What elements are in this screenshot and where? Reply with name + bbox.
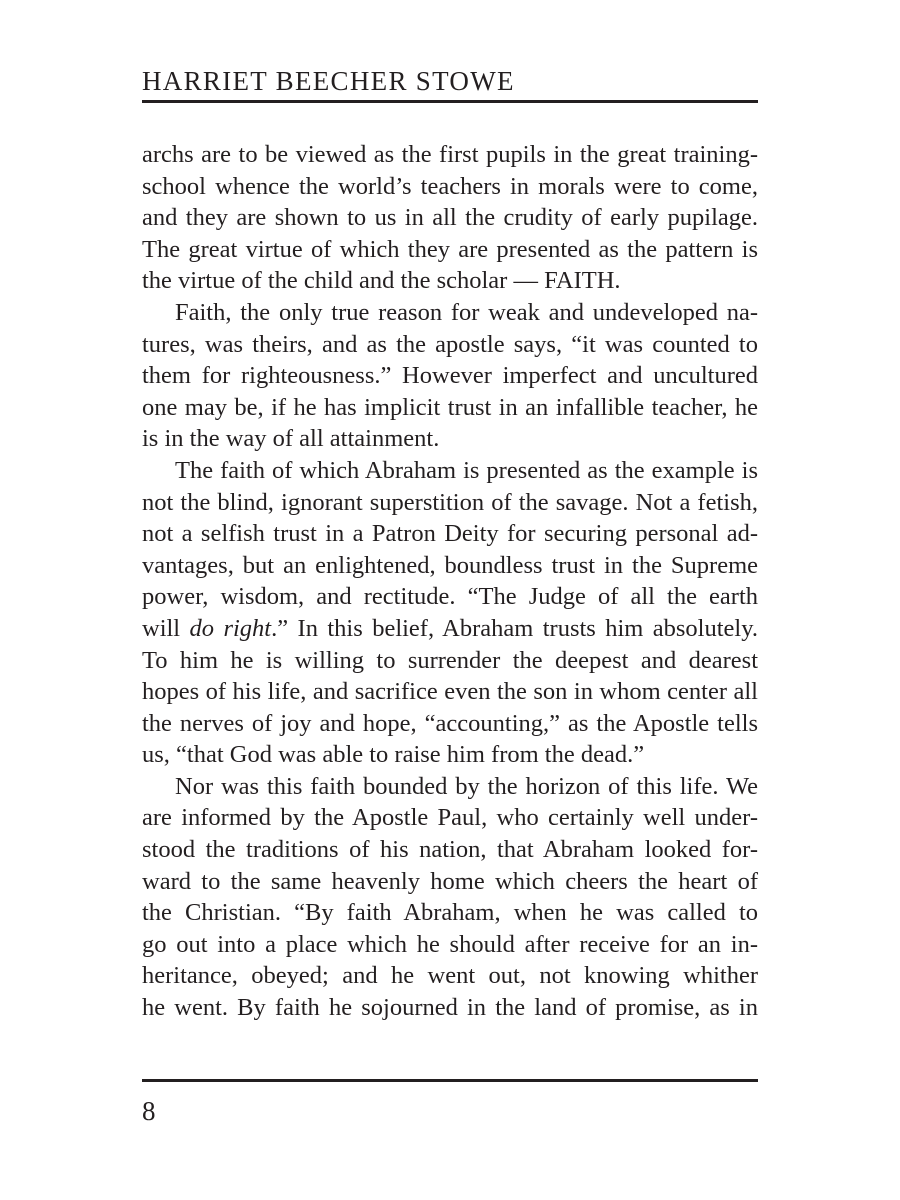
text-line: the Christian. “By faith Abraham, when he was called to [142,899,758,927]
line-after-italic: .” [271,614,289,642]
text-line: heritance, obeyed; and he went out, not knowing whither [142,962,758,990]
text-line: school whence the world’s teachers in morals were to come, [142,172,758,200]
text-line: he went. By faith he sojourned in the land of promise, as in [142,994,758,1022]
text-line: tures, was theirs, and as the apostle says, “it was counted to [142,330,758,358]
text-line: us, “that God was able to raise him from the dead.” [142,741,645,769]
paragraph-start-line: The faith of which Abraham is presented as the example is [175,456,758,484]
text-line: them for righteousness.” However imperfect and uncultured [142,362,758,390]
text-line: not a selfish trust in a Patron Deity for securing personal ad- [142,520,758,548]
text-line: go out into a place which he should after receive for an in- [142,930,758,958]
text-line: the nerves of joy and hope, “accounting,” as the Apostle tells [142,709,758,737]
text-line: ward to the same heavenly home which cheers the heart of [142,867,758,895]
paragraph-start-line: Faith, the only true reason for weak and undeveloped na- [175,298,758,326]
page-number: 8 [142,1096,156,1126]
line-prefix: will [142,614,181,642]
text-line-with-italic [142,613,758,645]
italic-phrase: do right [189,614,272,642]
paragraph-start-line: Nor was this faith bounded by the horizon of this life. We [175,772,758,800]
line-suffix: In this belief, Abraham trusts him absolutely. [297,614,759,642]
text-line: The great virtue of which they are presented as the pattern is [142,235,758,263]
text-line: hopes of his life, and sacrifice even the son in whom center all [142,678,758,706]
text-line: one may be, if he has implicit trust in an infallible teacher, he [142,393,758,421]
text-line: power, wisdom, and rectitude. “The Judge of all the earth [142,583,758,611]
text-line: stood the traditions of his nation, that Abraham looked for- [142,836,758,864]
text-line: not the blind, ignorant superstition of the savage. Not a fetish, [142,488,758,516]
text-line: and they are shown to us in all the crudity of early pupilage. [142,204,758,232]
text-line: is in the way of all attainment. [142,425,440,453]
text-line: archs are to be viewed as the first pupils in the great training- [142,141,758,168]
body-text [142,139,758,1024]
footer-rule [142,1079,758,1082]
running-head: HARRIET BEECHER STOWE [142,66,515,96]
text-line: the virtue of the child and the scholar — FAITH. [142,267,621,295]
page-header [142,64,758,104]
text-line: are informed by the Apostle Paul, who certainly well under- [142,804,758,832]
header-rule [142,100,758,103]
text-line: vantages, but an enlightened, boundless trust in the Supreme [142,551,758,579]
text-line: To him he is willing to surrender the deepest and dearest [142,646,758,674]
